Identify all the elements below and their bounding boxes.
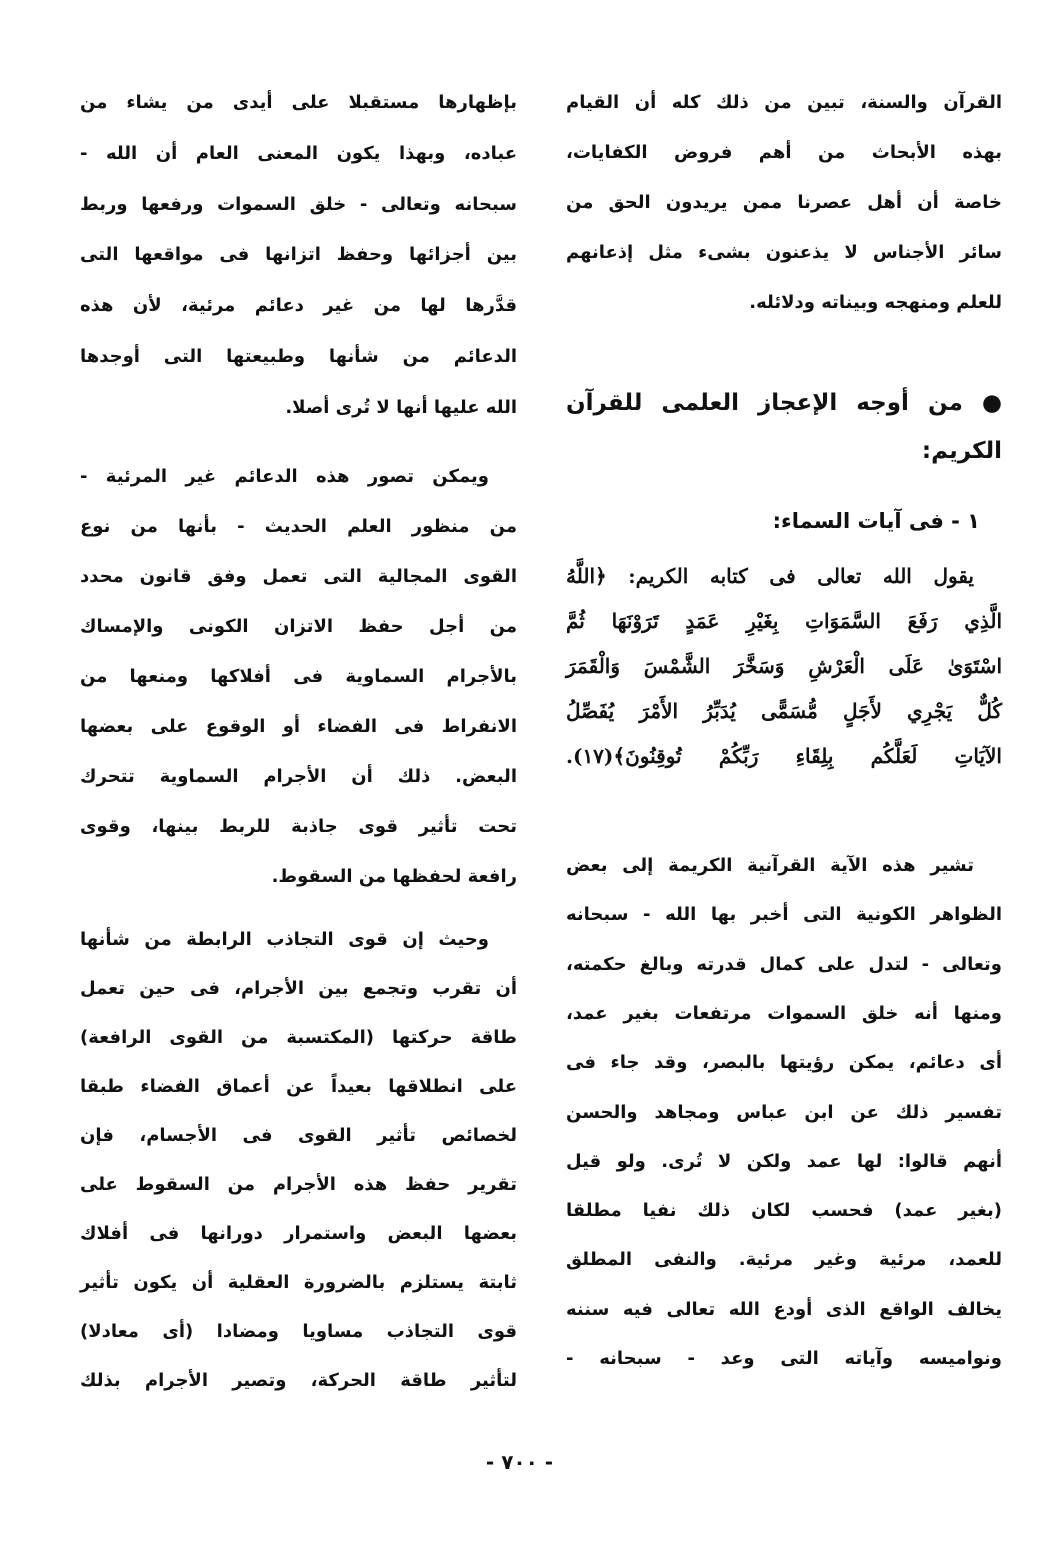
text-line: تفسير ذلك عن ابن عباس ومجاهد والحسن [566,1101,1002,1123]
text-line: بالأجرام السماوية فى أفلاكها ومنعها من [80,666,517,687]
text-line: للعلم ومنهجه وبيناته ودلائله. [749,292,1002,313]
text-line: (بغير عمد) فحسب لكان ذلك نفيا مطلقا [566,1200,1002,1222]
text-line: الكريم: [921,438,1002,464]
text-line: سائر الأجناس لا يذعنون بشىء مثل إذعانهم [566,242,1002,263]
text-line: أنهم قالوا: لها عمد ولكن لا تُرى. ولو قيل [566,1150,1002,1172]
text-line: أن تقرب وتجمع بين الأجرام، فى حين تعمل [80,978,517,999]
text-line: بإظهارها مستقبلا على أيدى من يشاء من [80,92,517,113]
text-line: الدعائم من شأنها وطبيعتها التى أوجدها [80,346,517,367]
text-line: الانفراط فى الفضاء أو الوقوع على بعضها [80,716,517,737]
text-line: من أجل حفظ الاتزان الكونى والإمساك [80,616,517,637]
text-line: الظواهر الكونية التى أخبر بها الله - سبحانه [566,904,1002,926]
text-line: قدَّرها لها من غير دعائم مرئية، لأن هذه [80,295,517,317]
text-line: سبحانه وتعالى - خلق السموات ورفعها وربط [80,193,517,215]
text-line: كُلٌّ يَجْرِي لأَجَلٍ مُّسَمًّى يُدَبِّرُ الأَمْرَ يُفَصِّلُ [566,699,1002,723]
text-line: ويمكن تصور هذه الدعائم غير المرئية - [80,466,489,487]
left-column [80,0,517,1553]
text-line: القرآن والسنة، تبين من ذلك كله أن القيام [566,92,1002,113]
text-line: تحت تأثير قوى جاذبة للربط بينها، وقوى [80,816,517,837]
text-line: ١ - فى آيات السماء: [772,509,980,533]
text-line: للعمد، مرئية وغير مرئية. والنفى المطلق [566,1249,1002,1271]
text-line: بين أجزائها وحفظ اتزانها فى مواقعها التى [80,244,517,266]
text-line: ● من أوجه الإعجاز العلمى للقرآن [566,390,1002,416]
text-line: يقول الله تعالى فى كتابه الكريم: ﴿اللَّهُ [566,564,974,588]
text-line: رافعة لحفظها من السقوط. [271,866,517,887]
text-line: قوى التجاذب مساويا ومضادا (أى معادلا) [80,1321,517,1342]
text-line: الآيَاتِ لَعَلَّكُم بِلِقَاءِ رَبِّكُمْ تُوقِنُونَ﴾(١٧). [566,744,1002,768]
text-line: لتأثير طاقة الحركة، وتصير الأجرام بذلك [80,1370,517,1391]
text-line: عباده، وبهذا يكون المعنى العام أن الله - [80,142,517,164]
text-line: ونواميسه وآياته التى وعد - سبحانه - [566,1348,1002,1369]
text-line: ثابتة يستلزم بالضرورة العقلية أن يكون تأثير [80,1272,517,1293]
text-line: لخصائص تأثير القوى فى الأجسام، فإن [80,1125,517,1146]
text-line: البعض. ذلك أن الأجرام السماوية تتحرك [80,766,517,787]
text-line: بهذه الأبحاث من أهم فروض الكفايات، [566,142,1002,163]
text-line: تقرير حفظ هذه الأجرام من السقوط على [80,1174,517,1195]
text-line: اسْتَوَىٰ عَلَى الْعَرْشِ وَسَخَّرَ الشَّمْسَ وَالْقَمَرَ [566,654,1002,678]
text-line: القوى المجالية التى تعمل وفق قانون محدد [80,566,517,587]
text-line: على انطلاقها بعيداً عن أعماق الفضاء طبقا [80,1076,517,1097]
text-line: ومنها أنه خلق السموات مرتفعات بغير عمد، [566,1002,1002,1024]
text-line: الله عليها أنها لا تُرى أصلا. [285,396,517,418]
text-line: خاصة أن أهل عصرنا ممن يريدون الحق من [566,192,1002,213]
text-line: وتعالى - لتدل على كمال قدرته وبالغ حكمته، [566,953,1002,975]
right-column [566,0,1002,1553]
text-line: الَّذِي رَفَعَ السَّمَوَاتِ بِغَيْرِ عَمَدٍ تَرَوْنَهَا ثُمَّ [566,609,1002,633]
text-line: أى دعائم، يمكن رؤيتها بالبصر، وقد جاء فى [566,1052,1002,1074]
page-number: - ٧٠٠ - [485,1450,554,1474]
text-line: طاقة حركتها (المكتسبة من القوى الرافعة) [80,1027,517,1048]
text-line: يخالف الواقع الذى أودع الله تعالى فيه سننه [566,1298,1002,1320]
text-line: بعضها البعض واستمرار دورانها فى أفلاك [80,1223,517,1244]
text-line: تشير هذه الآية القرآنية الكريمة إلى بعض [566,855,974,876]
text-line: وحيث إن قوى التجاذب الرابطة من شأنها [80,929,489,950]
text-line: من منظور العلم الحديث - بأنها من نوع [80,516,517,537]
